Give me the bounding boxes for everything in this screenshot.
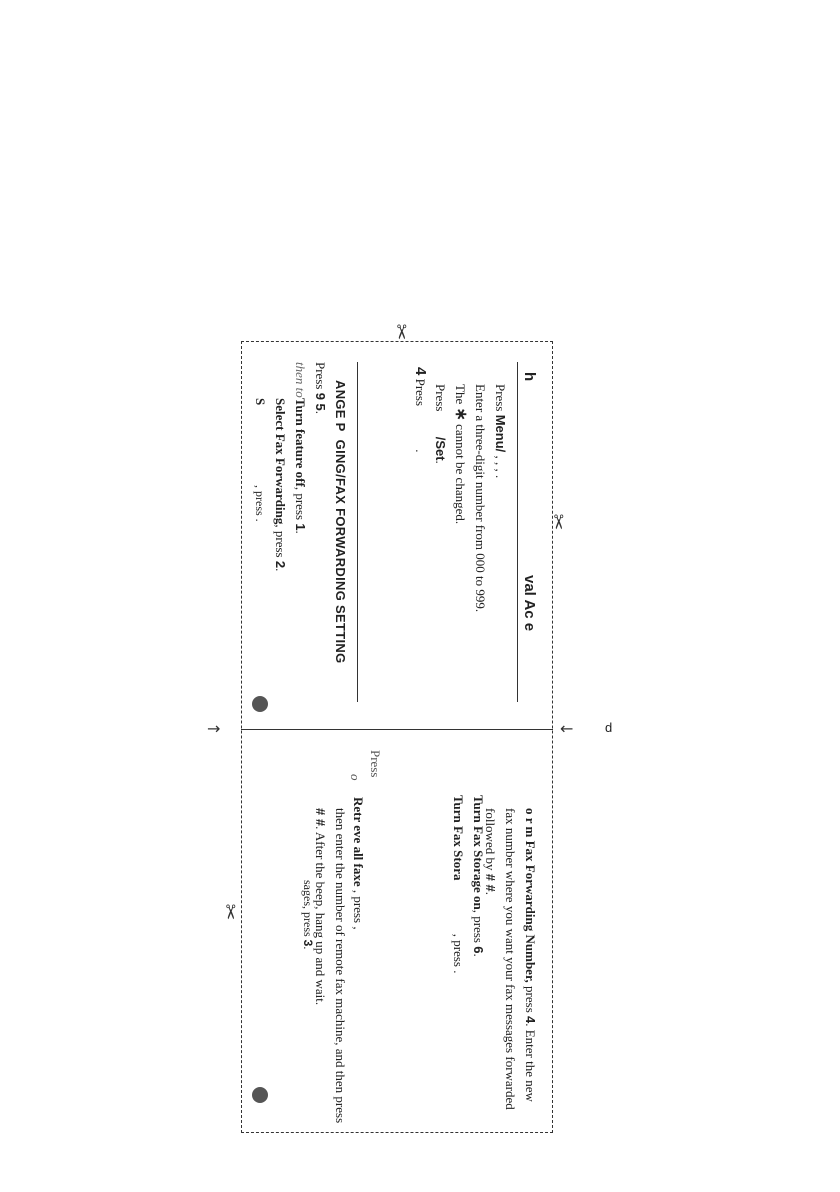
retrieve-line-3: # #. After the beep, hang up and wait. (313, 808, 328, 1006)
then-to-line: then to (293, 362, 308, 398)
fax-forwarding-line-2: fax number where you want your fax messages forwarded (503, 808, 518, 1110)
storage-items (448, 795, 488, 1095)
press-line: Press 9 5. (313, 362, 328, 415)
punch-hole-icon (252, 1087, 268, 1103)
retrieve-block (348, 797, 368, 1097)
section-rule (357, 362, 358, 702)
option-select-forwarding: Select Fax Forwarding, press 2. (273, 398, 288, 572)
fold-label: d (605, 720, 613, 735)
press-dot: , press . (253, 485, 267, 522)
step-line: 4 Press . (412, 367, 429, 453)
bottom-panel-items (480, 808, 540, 1108)
section-title (330, 380, 350, 664)
section-heading: ANGE PGING/FAX FORWARDING SETTING (333, 380, 348, 664)
heading-left: h (521, 372, 538, 382)
left-arrow-icon: ← (560, 719, 574, 738)
heading-right-wrap (518, 575, 540, 675)
heading-right: val Ac e (521, 575, 538, 632)
step-four (410, 367, 430, 687)
scissors-icon: ✂ (546, 513, 571, 531)
fax-storage-on: Turn Fax Storage on, press 6. (471, 795, 486, 957)
scissors-icon: ✂ (389, 323, 414, 341)
press-dot-wrap (250, 485, 270, 565)
steps-list (430, 384, 510, 704)
o-mark: o (348, 774, 363, 781)
fax-forwarding-line-3: followed by # #. (483, 808, 498, 896)
retrieve-faxes: Retr eve all faxe , press , (351, 797, 366, 930)
scissors-icon: ✂ (218, 903, 243, 921)
fax-storage-off: Turn Fax Stora , press . (451, 795, 466, 974)
option-turn-off: Turn feature off, press 1. (293, 398, 308, 534)
step-line: Press /Set. (433, 384, 448, 464)
fold-line (241, 729, 553, 730)
step-line: The ∗ cannot be changed. (452, 384, 469, 525)
press-top-wrap (365, 750, 385, 830)
option-s: S (253, 398, 268, 406)
punch-hole-icon (252, 696, 268, 712)
retrieve-line-2: then enter the number of remote fax machine, and then press (333, 808, 348, 1124)
right-arrow-icon: → (207, 719, 221, 738)
press-top: Press (368, 750, 383, 778)
step-line: Enter a three-digit number from 000 to 999. (473, 384, 488, 613)
step-line: Press Menu/ , , , . (493, 384, 508, 479)
retrieve-line-4-wrap (298, 880, 318, 1000)
fax-forwarding-number: o r m Fax Forwarding Number, press 4. Enter the new (523, 808, 538, 1102)
retrieve-line-4: sages, press 3. (301, 880, 315, 950)
